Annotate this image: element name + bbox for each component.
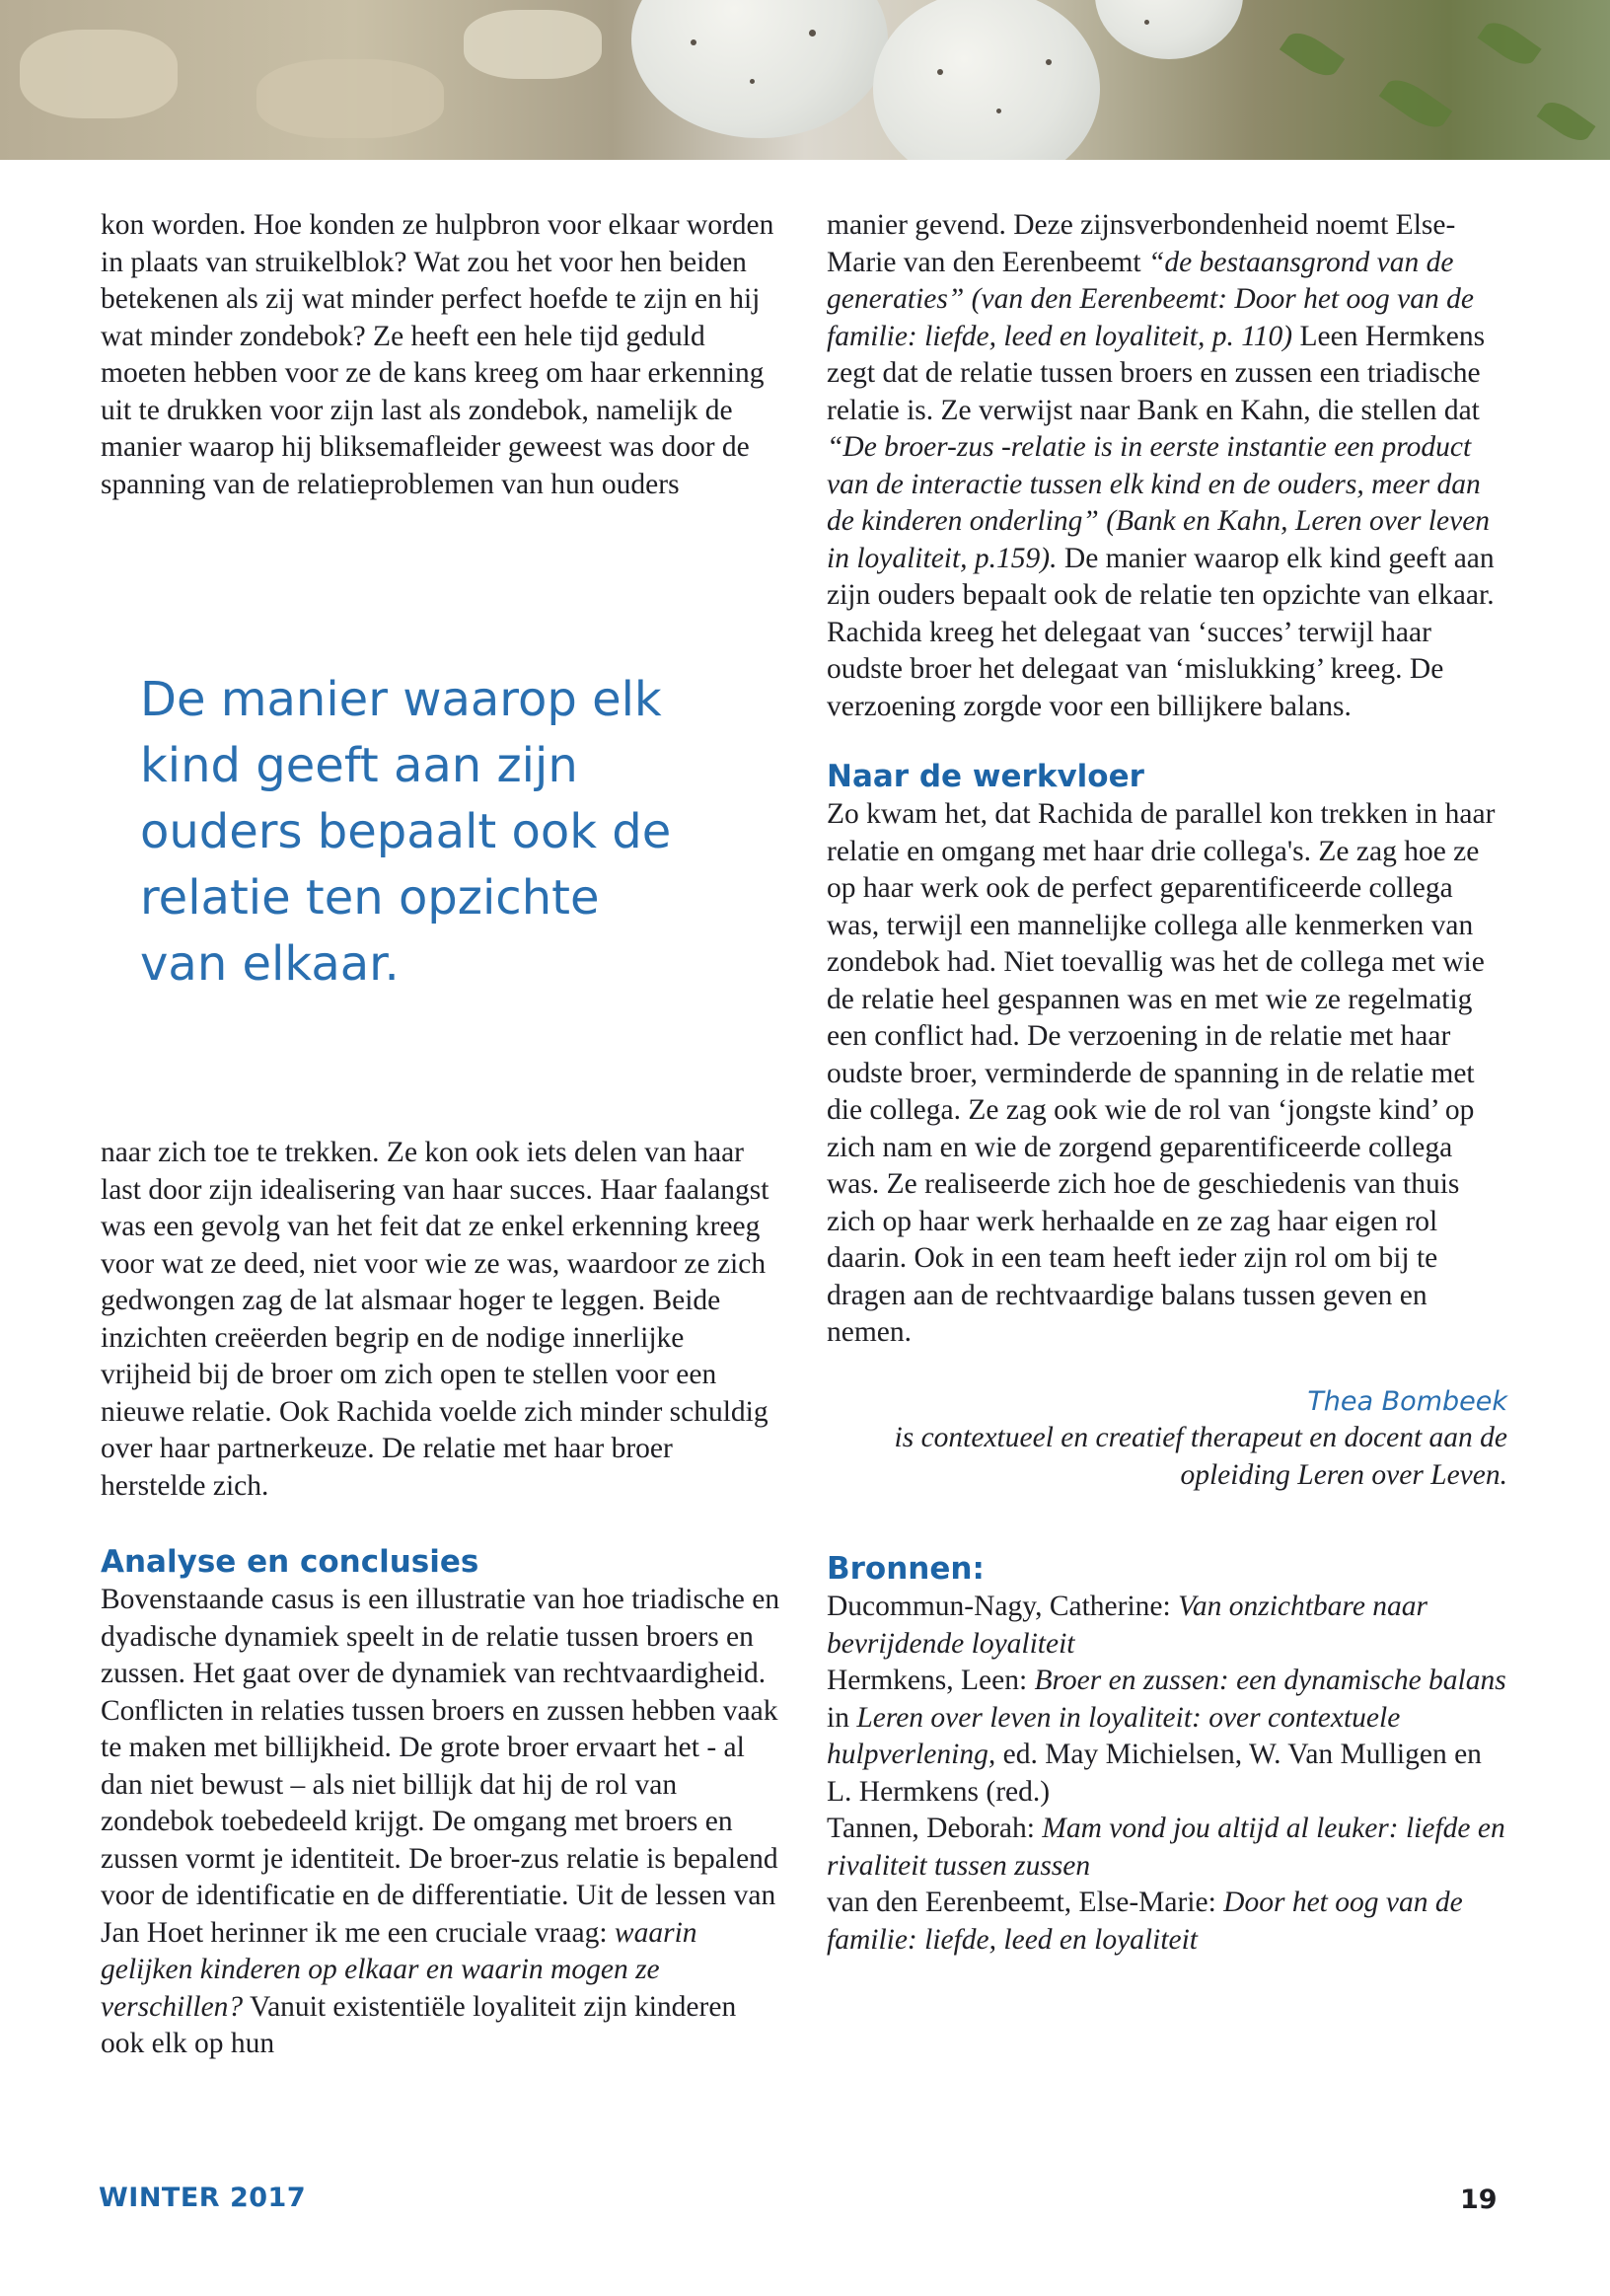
body-paragraph: manier gevend. Deze zijnsverbondenheid noemt Else-Marie van den Eerenbeemt “de bestaansgrond van de generaties” (van den Eerenbeemt: Door het oog van de familie: liefde, leed en loyaliteit, p. 110) Leen Hermkens zegt dat de relatie tussen broers en zussen een triadische relatie is. Ze verwijst naar Bank en Kahn, die stellen dat “De broer-zus -relatie is in eerste instantie een product van de interactie tussen elk kind en de ouders, meer dan de kinderen onderling” (Bank en Kahn, Leren over leven in loyaliteit, p.159). De manier waarop elk kind geeft aan zijn ouders bepaalt ook de relatie ten opzichte van elkaar. Rachida kreeg het delegaat van ‘succes’ terwijl haar oudste broer het delegaat van ‘mislukking’ kreeg. De verzoening zorgde voor een billijkere balans. xyxy=(827,209,1495,722)
source-item: Tannen, Deborah: Mam vond jou altijd al leuker: liefde en rivaliteit tussen zussen xyxy=(827,1813,1505,1882)
section-heading-werkvloer: Naar de werkvloer xyxy=(827,759,1144,794)
analysis-paragraph: Bovenstaande casus is een illustratie van hoe triadische en dyadische dynamiek speelt in de relatie tussen broers en zussen. Het gaat over de dynamiek van rechtvaardigheid. Conflicten in relaties tussen broers en zussen hebben vaak te maken met billijkheid. De grote broer ervaart het - al dan niet bewust – als niet billijk dat hij de rol van zondebok toebedeeld krijgt. De omgang met broers en zussen vormt je identiteit. De broer-zus relatie is bepalend voor de identificatie en de differentiatie. Uit de lessen van Jan Hoet herinner ik me een cruciale vraag: waarin gelijken kinderen op elkaar en waarin mogen ze verschillen? Vanuit existentiële loyaliteit zijn kinderen ook elk op hun xyxy=(101,1584,780,2059)
section-heading-analyse: Analyse en conclusies xyxy=(101,1544,479,1580)
left-column-lower xyxy=(101,1135,781,2063)
page-number: 19 xyxy=(1460,2185,1498,2215)
source-item: van den Eerenbeemt, Else-Marie: Door het oog van de familie: liefde, leed en loyaliteit xyxy=(827,1887,1463,1956)
header-photo-eggs xyxy=(0,0,1610,160)
body-paragraph: Zo kwam het, dat Rachida de parallel kon trekken in haar relatie en omgang met haar drie collega's. Ze zag hoe ze op haar werk ook de perfect geparentificeerde collega was, terwijl een mannelijke collega alle kenmerken van zondebok had. Niet toevallig was het de collega met wie de relatie heel gespannen was en met wie ze regelmatig een conflict had. De verzoening in de relatie met haar oudste broer, verminderde de spanning in de relatie met die collega. Ze zag ook wie de rol van ‘jongste kind’ op zich nam en wie de zorgend geparentificeerde collega was. Ze realiseerde zich hoe de geschiedenis van thuis zich op haar werk herhaalde en ze zag haar eigen rol daarin. Ook in een team heeft ieder zijn rol om bij te dragen aan de rechtvaardige balans tussen geven en nemen. xyxy=(827,798,1496,1348)
left-column-top xyxy=(101,207,781,503)
author-name: Thea Bombeek xyxy=(1307,1385,1507,1417)
source-item: Hermkens, Leen: Broer en zussen: een dynamische balans in Leren over leven in loyaliteit: over contextuele hulpverlening, ed. May Michielsen, W. Van Mulligen en L. Hermkens (red.) xyxy=(827,1665,1506,1808)
section-heading-bronnen: Bronnen: xyxy=(827,1551,985,1587)
body-paragraph: kon worden. Hoe konden ze hulpbron voor elkaar worden in plaats van struikelblok? Wat zou het voor hen beiden betekenen als zij wat minder perfect hoefde te zijn en hij wat minder zondebok? Ze heeft een hele tijd geduld moeten hebben voor ze de kans kreeg om haar erkenning uit te drukken voor zijn last als zondebok, namelijk de manier waarop hij bliksemafleider geweest was door de spanning van de relatieproblemen van hun ouders xyxy=(101,209,774,500)
issue-label: WINTER 2017 xyxy=(99,2183,307,2213)
author-bio: is contextueel en creatief therapeut en docent aan de opleiding Leren over Leven. xyxy=(894,1422,1507,1491)
sources-list xyxy=(827,1589,1507,1959)
body-paragraph: naar zich toe te trekken. Ze kon ook iets delen van haar last door zijn idealisering van haar succes. Haar faalangst was een gevolg van het feit dat ze enkel erkenning kreeg voor wat ze deed, niet voor wie ze was, waardoor ze zich gedwongen zag de lat alsmaar hoger te leggen. Beide inzichten creëerden begrip en de nodige innerlijke vrijheid bij de broer om zich open te stellen voor een nieuwe relatie. Ook Rachida voelde zich minder schuldig over haar partnerkeuze. De relatie met haar broer herstelde zich. xyxy=(101,1137,769,1502)
right-column xyxy=(827,207,1507,1959)
author-credit xyxy=(827,1383,1507,1495)
source-item: Ducommun-Nagy, Catherine: Van onzichtbare naar bevrijdende loyaliteit xyxy=(827,1591,1428,1660)
pull-quote: De manier waarop elk kind geeft aan zijn ouders bepaalt ook de relatie ten opzichte van elkaar. xyxy=(140,672,672,992)
